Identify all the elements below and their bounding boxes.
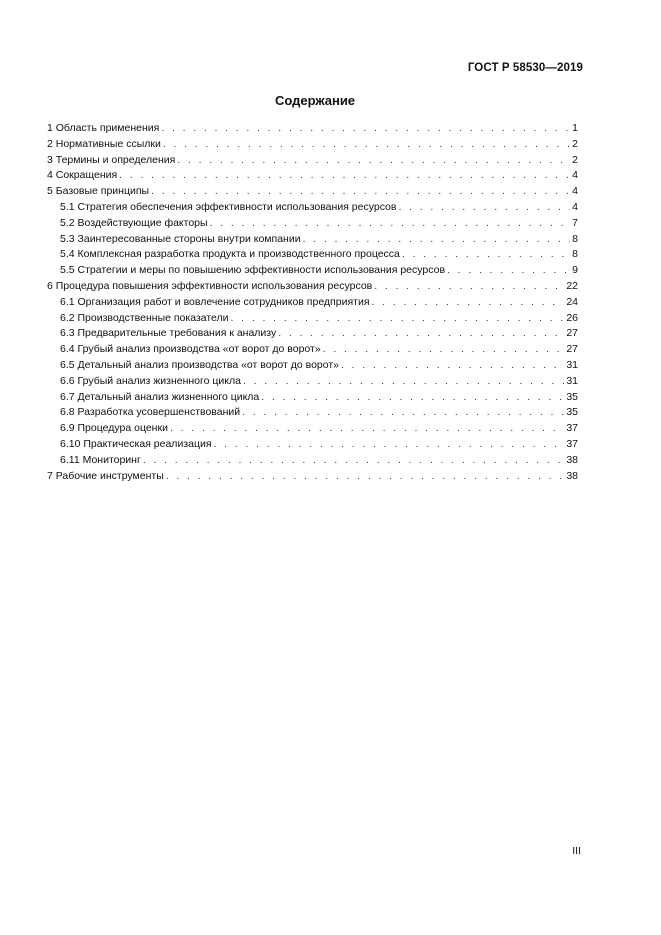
toc-entry[interactable] <box>47 121 578 137</box>
toc-entry-label: 6.1 Организация работ и вовлечение сотрудников предприятия <box>60 295 370 308</box>
toc-entry-label: 5.2 Воздействующие факторы <box>60 216 208 229</box>
toc-entry-page: 22 <box>566 279 578 292</box>
toc-leader-dots <box>231 311 565 327</box>
toc-entry-label: 4 Сокращения <box>47 169 118 182</box>
toc-entry[interactable] <box>47 421 578 437</box>
toc-entry-label: 5.5 Стратегии и меры по повышению эффективности использования ресурсов <box>60 264 446 277</box>
toc-entry-page: 4 <box>572 185 578 198</box>
toc-leader-dots <box>214 437 565 453</box>
toc-entry[interactable] <box>47 232 578 248</box>
toc-entry[interactable] <box>47 137 578 153</box>
toc-leader-dots <box>210 216 571 232</box>
toc-entry-label: 6.8 Разработка усовершенствований <box>60 406 241 419</box>
toc-entry-page: 27 <box>566 343 578 356</box>
toc-entry-page: 26 <box>566 311 578 324</box>
toc-leader-dots <box>143 453 565 469</box>
toc-entry[interactable] <box>47 263 578 279</box>
toc-leader-dots <box>402 247 570 263</box>
toc-entry-page: 27 <box>566 327 578 340</box>
toc-entry-page: 31 <box>566 374 578 387</box>
toc-entry[interactable] <box>47 358 578 374</box>
toc-entry[interactable] <box>47 453 578 469</box>
toc-entry-page: 24 <box>566 295 578 308</box>
toc-entry[interactable] <box>47 326 578 342</box>
toc-entry-label: 6.2 Производственные показатели <box>60 311 229 324</box>
toc-entry-label: 6 Процедура повышения эффективности использования ресурсов <box>47 279 373 292</box>
toc-entry-page: 2 <box>572 153 578 166</box>
toc-entry[interactable] <box>47 279 578 295</box>
toc-entry-label: 6.11 Мониторинг <box>60 453 141 466</box>
toc-entry-label: 6.7 Детальный анализ жизненного цикла <box>60 390 260 403</box>
toc-entry-label: 6.3 Предварительные требования к анализу <box>60 327 277 340</box>
toc-entry[interactable] <box>47 311 578 327</box>
toc-entry-label: 6.5 Детальный анализ производства «от ворот до ворот» <box>60 358 340 371</box>
toc-leader-dots <box>177 153 570 169</box>
toc-leader-dots <box>151 184 570 200</box>
toc-entry-page: 38 <box>566 469 578 482</box>
toc-entry[interactable] <box>47 200 578 216</box>
toc-entry-page: 1 <box>572 122 578 134</box>
toc-entry[interactable] <box>47 184 578 200</box>
toc-entry-page: 37 <box>566 422 578 435</box>
document-code: ГОСТ Р 58530—2019 <box>467 62 583 74</box>
toc-entry[interactable] <box>47 374 578 390</box>
toc-leader-dots <box>163 137 570 153</box>
toc-entry-page: 38 <box>566 453 578 466</box>
toc-leader-dots <box>119 168 570 184</box>
toc-leader-dots <box>261 390 564 406</box>
toc-entry-page: 9 <box>572 264 578 277</box>
toc-entry-page: 7 <box>572 216 578 229</box>
toc-leader-dots <box>372 295 565 311</box>
table-of-contents <box>47 121 578 484</box>
toc-leader-dots <box>166 469 565 485</box>
toc-entry[interactable] <box>47 295 578 311</box>
toc-entry[interactable] <box>47 247 578 263</box>
toc-entry[interactable] <box>47 405 578 421</box>
toc-entry-label: 6.10 Практическая реализация <box>60 437 212 450</box>
toc-entry-page: 37 <box>566 437 578 450</box>
toc-entry-label: 7 Рабочие инструменты <box>47 469 164 482</box>
toc-entry-label: 5.1 Стратегия обеспечения эффективности использования ресурсов <box>60 200 397 213</box>
toc-entry[interactable] <box>47 437 578 453</box>
toc-entry-label: 3 Термины и определения <box>47 153 176 166</box>
toc-leader-dots <box>398 200 570 216</box>
toc-leader-dots <box>161 121 570 137</box>
toc-entry[interactable] <box>47 168 578 184</box>
toc-entry-page: 35 <box>566 406 578 419</box>
toc-entry-label: 5.4 Комплексная разработка продукта и производственного процесса <box>60 248 400 261</box>
toc-title: Содержание <box>274 93 356 108</box>
page-number: III <box>572 845 581 857</box>
toc-leader-dots <box>303 232 571 248</box>
toc-leader-dots <box>374 279 564 295</box>
toc-leader-dots <box>278 326 564 342</box>
toc-leader-dots <box>170 421 564 437</box>
toc-entry-label: 5 Базовые принципы <box>47 185 150 198</box>
toc-leader-dots <box>341 358 564 374</box>
toc-entry[interactable] <box>47 153 578 169</box>
toc-entry-label: 6.4 Грубый анализ производства «от ворот до ворот» <box>60 343 321 356</box>
toc-entry[interactable] <box>47 342 578 358</box>
toc-entry-page: 4 <box>572 169 578 182</box>
toc-entry-page: 35 <box>566 390 578 403</box>
toc-entry[interactable] <box>47 390 578 406</box>
toc-entry-label: 1 Область применения <box>47 122 160 134</box>
toc-entry-page: 8 <box>572 248 578 261</box>
toc-entry-page: 4 <box>572 200 578 213</box>
toc-leader-dots <box>243 374 564 390</box>
toc-entry-label: 6.6 Грубый анализ жизненного цикла <box>60 374 241 387</box>
toc-entry-label: 5.3 Заинтересованные стороны внутри компании <box>60 232 301 245</box>
toc-entry[interactable] <box>47 216 578 232</box>
toc-entry-page: 31 <box>566 358 578 371</box>
toc-entry-label: 6.9 Процедура оценки <box>60 422 168 435</box>
toc-entry-page: 8 <box>572 232 578 245</box>
toc-entry[interactable] <box>47 469 578 485</box>
toc-leader-dots <box>447 263 570 279</box>
toc-leader-dots <box>323 342 565 358</box>
toc-entry-label: 2 Нормативные ссылки <box>47 137 161 150</box>
toc-entry-page: 2 <box>572 137 578 150</box>
toc-leader-dots <box>242 405 564 421</box>
